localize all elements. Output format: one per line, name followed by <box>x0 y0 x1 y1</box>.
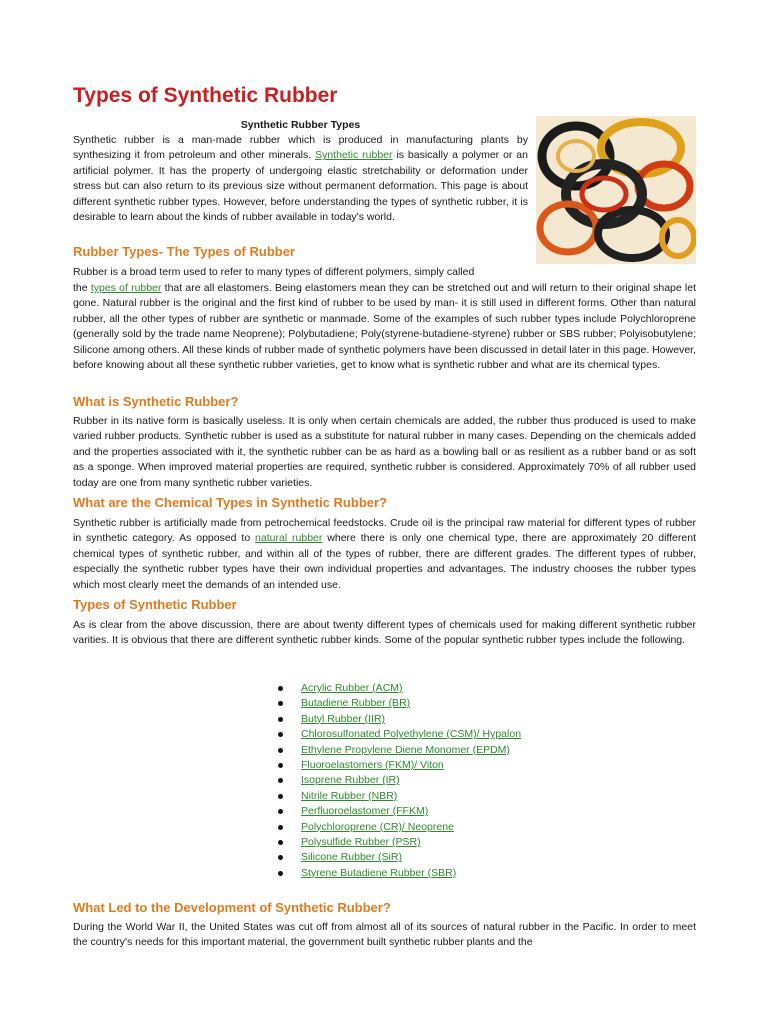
intro-text-1: Synthetic rubber is a man-made rubber which is produced in manufacturing plants by synthesizing it from petroleum and other minerals. <box>73 134 528 162</box>
acrylic-rubber-link[interactable]: Acrylic Rubber (ACM) <box>301 682 403 694</box>
intro-text-2: is basically a polymer or an artificial polymer. It has the property of undergoing elastic stretchability or deformation under stress but can also return to its previous size without permanent deformation. This page is about different synthetic rubber types. However, before understanding the types of synthetic rubber, it is desirable to learn about the kinds of rubber available in today's world. <box>73 149 528 224</box>
synthetic-rubber-link[interactable]: Synthetic rubber <box>315 149 393 162</box>
page-title: Types of Synthetic Rubber <box>73 84 338 107</box>
list-item <box>270 789 521 804</box>
types-of-synthetic-paragraph: As is clear from the above discussion, there are about twenty different types of chemicals used for making different synthetic rubber varities. It is obvious that there are different synthetic rubber kinds. Some of the popular synthetic rubber types include the following. <box>73 619 696 647</box>
polysulfide-rubber-link[interactable]: Polysulfide Rubber (PSR) <box>301 836 421 849</box>
rubber-types-paragraph <box>73 281 696 373</box>
butyl-rubber-link[interactable]: Butyl Rubber (IIR) <box>301 712 386 725</box>
isoprene-rubber-link[interactable]: Isoprene Rubber (IR) <box>301 774 400 787</box>
hypalon-link[interactable]: Chlorosulfonated Polyethylene (CSM)/ Hypalon <box>301 728 522 741</box>
heading-what-is-synthetic: What is Synthetic Rubber? <box>73 394 239 409</box>
rubber-rings-illustration <box>536 116 696 264</box>
natural-rubber-link[interactable]: natural rubber <box>255 532 323 545</box>
list-item <box>270 712 521 727</box>
heading-chemical-types: What are the Chemical Types in Synthetic Rubber? <box>73 495 387 510</box>
synthetic-rubber-list <box>270 681 521 881</box>
heading-rubber-types: Rubber Types- The Types of Rubber <box>73 244 295 259</box>
epdm-link[interactable]: Ethylene Propylene Diene Monomer (EPDM) <box>301 743 510 756</box>
list-item <box>270 820 521 835</box>
perfluoroelastomer-link[interactable]: Perfluoroelastomer (FFKM) <box>301 805 429 818</box>
development-paragraph: During the World War II, the United States was cut off from almost all of its sources of natural rubber in the Pacific. In order to meet the country's needs for this important material, the government built synthetic rubber plants and the <box>73 921 696 949</box>
list-item <box>270 835 521 850</box>
image-subtitle: Synthetic Rubber Types <box>240 119 361 131</box>
list-item <box>270 696 521 711</box>
heading-development: What Led to the Development of Synthetic Rubber? <box>73 900 391 915</box>
viton-link[interactable]: Fluoroelastomers (FKM)/ Viton <box>301 759 444 772</box>
heading-types-of-synthetic: Types of Synthetic Rubber <box>73 597 237 612</box>
types-of-rubber-link[interactable]: types of rubber <box>90 282 162 294</box>
chemical-types-paragraph <box>73 516 696 593</box>
list-item <box>270 727 521 742</box>
list-item <box>270 866 521 881</box>
rubber-rings-image <box>536 116 696 264</box>
intro-paragraph <box>73 133 528 225</box>
list-item <box>270 681 521 696</box>
list-item <box>270 804 521 819</box>
sbr-link[interactable]: Styrene Butadiene Rubber (SBR) <box>301 866 457 879</box>
butadiene-rubber-link[interactable]: Butadiene Rubber (BR) <box>301 697 411 710</box>
rubber-types-text: that are all elastomers. Being elastomers mean they can be stretched out and will return to their original shape let gone. Natural rubber is the original and the first kind of rubber to be used by man- it is still used in different forms. Other than natural rubber, all the other types of rubber are synthetic or manmade. Some of the examples of such rubber types include Polychloroprene (generally sold by the trade name Neoprene); Polybutadiene; Poly(styrene-butadiene-styrene) rubber or SBS rubber; Polyisobutylene; Silicone among others. All these kinds of rubber made of synthetic polymers have been discussed in detail later in this page. However, before knowing about all these synthetic rubber varieties, get to know what is synthetic rubber and what are its chemical types. <box>73 282 697 372</box>
neoprene-link[interactable]: Polychloroprene (CR)/ Neoprene <box>301 820 454 833</box>
silicone-rubber-link[interactable]: Silicone Rubber (SiR) <box>301 851 402 864</box>
nitrile-rubber-link[interactable]: Nitrile Rubber (NBR) <box>301 789 398 802</box>
list-item <box>270 743 521 758</box>
list-item <box>270 850 521 865</box>
chemical-types-text-1: Synthetic rubber is artificially made from petrochemical feedstocks. Crude oil is the principal raw material for different types of rubber in synthetic category. As opposed to <box>73 517 696 545</box>
rubber-types-prefix: the <box>73 282 88 294</box>
what-is-synthetic-paragraph: Rubber in its native form is basically useless. It is only when certain chemicals are added, the rubber thus produced is used to make varied rubber products. Synthetic rubber is used as a substitute for natural rubber in many cases. Depending on the chemicals added and the properties associated with it, the synthetic rubber can be as hard as a bowling ball or as resilient as a rubber band or as soft as a sponge. When improved material properties are required, synthetic rubber is considered. Approximately 70% of all rubber used today are one from many synthetic rubber varieties. <box>73 415 696 489</box>
chemical-types-text-2: where there is only one chemical type, there are approximately 20 different chemical types of synthetic rubber, and within all of the types of rubber, there are different grades. The different types of rubber, especially the synthetic rubber types have their own individual properties and advantages. The industry chooses the rubber types which most clearly meet the demands of an intended use. <box>73 532 696 591</box>
rubber-types-line-1: Rubber is a broad term used to refer to many types of different polymers, simply called <box>73 266 475 278</box>
list-item <box>270 758 521 773</box>
list-item <box>270 773 521 788</box>
